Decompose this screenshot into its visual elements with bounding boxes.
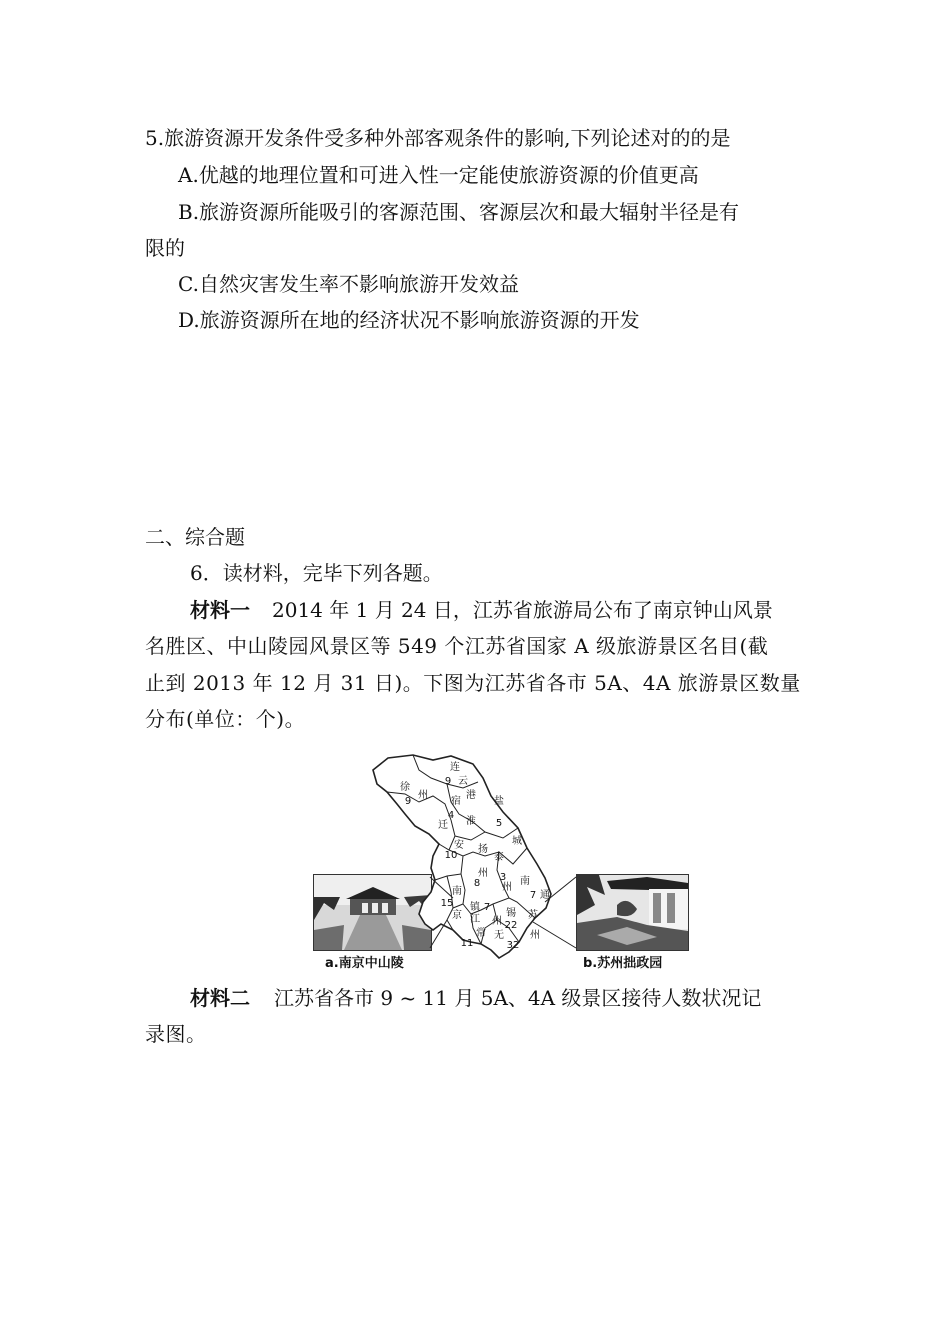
- map-label-taizhou-1: 泰: [494, 852, 504, 863]
- question-5-option-c: C.自然灾害发生率不影响旅游开发效益: [178, 272, 519, 296]
- map-label-suzhou-count: 32: [506, 940, 520, 951]
- map-label-suqian-1: 宿: [451, 796, 461, 807]
- map-label-zhenjiang-2: 江: [470, 914, 480, 925]
- map-label-lianyungang-3: 港: [466, 790, 476, 801]
- map-label-yangzhou-1: 扬: [478, 844, 488, 855]
- jiangsu-map: [313, 752, 688, 972]
- map-label-xuzhou-count: 9: [404, 796, 412, 807]
- map-label-wuxi-2: 无: [494, 930, 504, 941]
- map-label-suqian-2: 迁: [438, 820, 448, 831]
- question-5-option-a: A.优越的地理位置和可进入性一定能使旅游资源的价值更高: [178, 163, 699, 187]
- jiangsu-map-figure: [313, 752, 688, 972]
- map-label-yancheng-count: 5: [495, 818, 503, 829]
- map-label-yancheng-1: 盐: [494, 796, 504, 807]
- map-label-xuzhou-1: 徐: [400, 782, 410, 793]
- map-label-changzhou-count: 11: [460, 938, 474, 949]
- map-label-wuxi-count: 22: [504, 920, 518, 931]
- question-6-intro: 6．读材料，完毕下列各题。: [190, 561, 443, 585]
- material-2-line-2: 录图。: [145, 1022, 207, 1046]
- caption-a: a.南京中山陵: [325, 956, 404, 971]
- map-label-nanjing-1: 南: [452, 886, 462, 897]
- map-label-changzhou-1: 常: [476, 928, 486, 939]
- map-label-suzhou-1: 苏: [528, 910, 538, 921]
- material-2-text: 江苏省各市 9 ~ 11 月 5A、4A 级景区接待人数状况记: [274, 986, 762, 1010]
- map-label-nantong-count: 7: [529, 890, 537, 901]
- material-1-line-4: 分布(单位：个)。: [145, 707, 306, 731]
- map-label-yangzhou-count: 8: [473, 878, 481, 889]
- map-label-huaian-2: 安: [454, 840, 464, 851]
- caption-b: b.苏州拙政园: [583, 956, 663, 971]
- question-5-option-d: D.旅游资源所在地的经济状况不影响旅游资源的开发: [178, 308, 640, 332]
- map-label-taizhou-count: 3: [499, 872, 507, 883]
- map-label-yancheng-2: 城: [512, 836, 522, 847]
- question-5-option-b: B.旅游资源所能吸引的客源范围、客源层次和最大辐射半径是有: [178, 200, 740, 224]
- material-1-label: 材料一: [190, 598, 250, 622]
- map-label-zhenjiang-count: 7: [483, 902, 491, 913]
- material-1-first-line: [190, 598, 773, 622]
- map-label-taizhou-2: 州: [502, 882, 512, 893]
- map-label-huaian-1: 淮: [466, 816, 476, 827]
- section-heading: 二、综合题: [145, 525, 245, 549]
- map-label-lianyungang-1: 连: [450, 762, 460, 773]
- material-1-line-3: 止到 2013 年 12 月 31 日)。下图为江苏省各市 5A、4A 旅游景区数量: [145, 671, 801, 695]
- map-label-wuxi-1: 锡: [506, 908, 516, 919]
- material-2-label: 材料二: [190, 986, 250, 1010]
- map-label-nanjing-2: 京: [452, 910, 462, 921]
- question-5-option-b-continued: 限的: [145, 236, 185, 260]
- map-label-zhenjiang-1: 镇: [470, 902, 480, 913]
- map-label-nantong-1: 南: [520, 876, 530, 887]
- map-label-nanjing-count: 15: [440, 898, 454, 909]
- map-label-changzhou-2: 州: [492, 916, 502, 927]
- question-5-stem: 5.旅游资源开发条件受多种外部客观条件的影响,下列论述对的的是: [145, 126, 731, 150]
- map-label-lianyungang-2: 云: [458, 776, 468, 787]
- map-label-yangzhou-2: 州: [478, 868, 488, 879]
- map-label-xuzhou-2: 州: [418, 790, 428, 801]
- map-label-suqian-count: 4: [447, 810, 455, 821]
- map-label-lianyungang-count: 9: [444, 776, 452, 787]
- material-1-text: 2014 年 1 月 24 日，江苏省旅游局公布了南京钟山风景: [272, 598, 773, 622]
- material-2-first-line: [190, 986, 761, 1010]
- map-label-huaian-count: 10: [444, 850, 458, 861]
- map-label-suzhou-2: 州: [530, 930, 540, 941]
- material-1-line-2: 名胜区、中山陵园风景区等 549 个江苏省国家 A 级旅游景区名目(截: [145, 634, 769, 658]
- map-label-nantong-2: 通: [540, 890, 550, 901]
